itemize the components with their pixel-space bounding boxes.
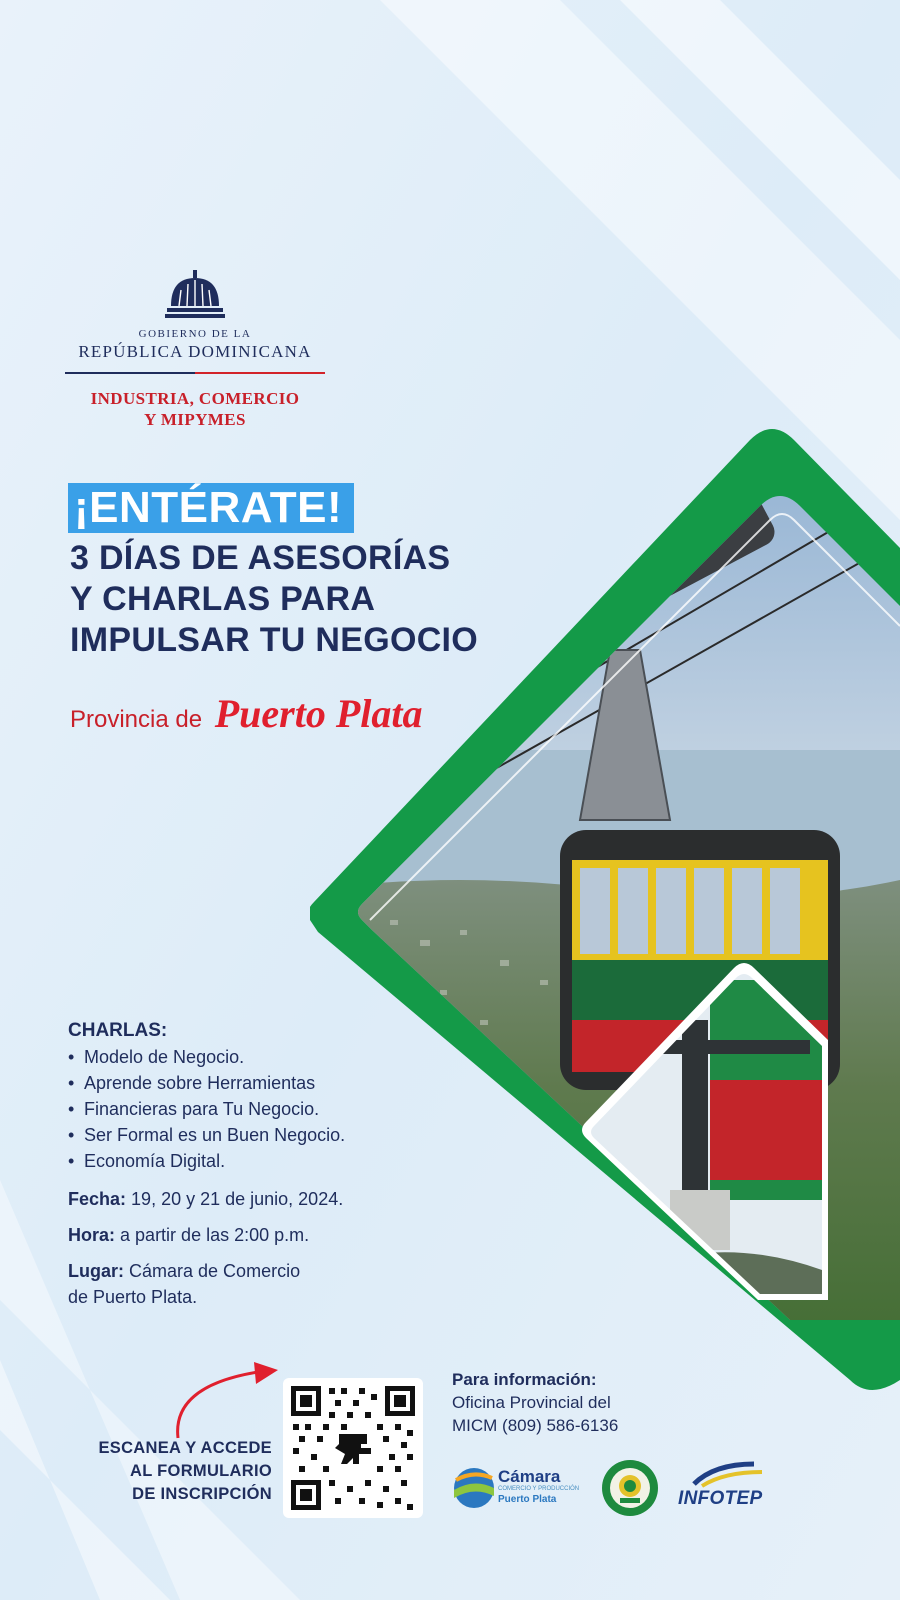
- government-logo: [60, 270, 330, 430]
- headline-line-1: 3 DÍAS DE ASESORÍAS: [70, 539, 451, 577]
- province-line: [70, 690, 423, 737]
- camara-name: Cámara: [498, 1467, 561, 1486]
- camara-logo: [452, 1464, 580, 1514]
- charla-item: • Aprende sobre Herramientas: [68, 1070, 345, 1096]
- charla-item-continuation: [68, 1096, 345, 1122]
- camara-city: Puerto Plata: [498, 1494, 557, 1505]
- fecha-row: [68, 1186, 343, 1212]
- scan-line2: AL FORMULARIO: [130, 1462, 272, 1480]
- charla-item: • Ser Formal es un Buen Negocio.: [68, 1122, 345, 1148]
- scan-line1: ESCANEA Y ACCEDE: [98, 1439, 272, 1457]
- lugar-row: [68, 1258, 343, 1310]
- enterate-badge: ¡ENTÉRATE!: [68, 483, 354, 533]
- arrow-icon: [168, 1356, 288, 1446]
- dome-icon: [165, 270, 225, 322]
- gov-line1: GOBIERNO DE LA: [138, 328, 252, 340]
- gov-divider: [65, 372, 325, 374]
- scan-line3: DE INSCRIPCIÓN: [132, 1485, 272, 1503]
- info-line1: Oficina Provincial del: [452, 1393, 611, 1412]
- ministry-line2: Y MIPYMES: [144, 410, 246, 429]
- charla-item: • Economía Digital.: [68, 1148, 345, 1174]
- camara-emblem-icon: [452, 1466, 496, 1510]
- camara-sub: COMERCIO Y PRODUCCIÓN: [498, 1486, 580, 1492]
- event-details: [68, 1186, 343, 1320]
- province-name: Puerto Plata: [214, 691, 423, 736]
- lugar-value-line1: Cámara de Comercio: [129, 1261, 301, 1281]
- province-prefix: Provincia de: [70, 706, 203, 733]
- itsa-seal-icon: [600, 1458, 660, 1518]
- fecha-label: Fecha:: [68, 1189, 127, 1209]
- headline-line-3: IMPULSAR TU NEGOCIO: [70, 621, 479, 659]
- charla-item: • Modelo de Negocio.: [68, 1044, 345, 1070]
- infotep-swoosh-icon: [684, 1458, 768, 1488]
- charlas-title: CHARLAS:: [68, 1020, 168, 1041]
- ministry-line1: INDUSTRIA, COMERCIO: [90, 389, 300, 408]
- charlas-section: [68, 1018, 345, 1174]
- info-line2: MICM (809) 586-6136: [452, 1416, 619, 1435]
- headline-line-2: Y CHARLAS PARA: [70, 580, 376, 618]
- headline: [70, 538, 478, 661]
- infotep-name: INFOTEP: [678, 1488, 763, 1509]
- charla-item-continuation-text: Financieras para Tu Negocio.: [84, 1099, 320, 1119]
- infotep-logo: [676, 1458, 776, 1514]
- qr-code[interactable]: [283, 1378, 423, 1518]
- lugar-value-line2: de Puerto Plata.: [68, 1287, 198, 1307]
- contact-info: [452, 1368, 618, 1437]
- hora-row: [68, 1222, 343, 1248]
- gov-line2: REPÚBLICA DOMINICANA: [78, 342, 312, 361]
- lugar-label: Lugar:: [68, 1261, 124, 1281]
- qr-code-icon: [283, 1378, 423, 1518]
- info-title: Para información:: [452, 1370, 597, 1389]
- hora-value: a partir de las 2:00 p.m.: [120, 1225, 310, 1245]
- scan-instructions: [60, 1437, 272, 1506]
- hora-label: Hora:: [68, 1225, 116, 1245]
- fecha-value: 19, 20 y 21 de junio, 2024.: [131, 1189, 344, 1209]
